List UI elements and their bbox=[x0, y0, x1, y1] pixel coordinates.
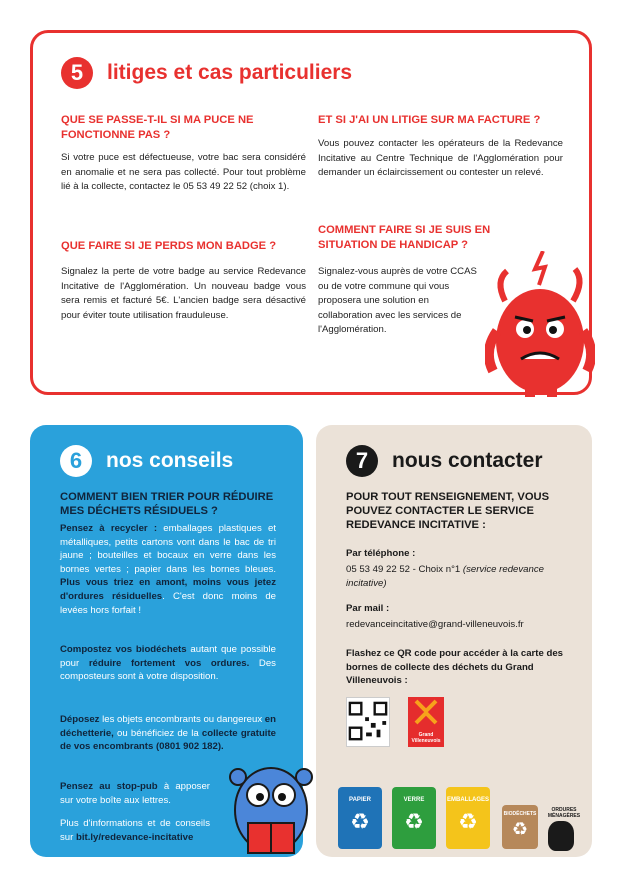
section-6-header bbox=[60, 445, 233, 477]
bin-emballages: EMBALLAGES ♻ bbox=[446, 787, 490, 849]
section-title: nos conseils bbox=[106, 449, 234, 472]
recycle-icon: ♻ bbox=[458, 809, 478, 834]
recycle-icon: ♻ bbox=[350, 809, 370, 834]
mail-value[interactable]: redevanceincitative@grand-villeneuvois.fr bbox=[346, 619, 524, 630]
section-7-header bbox=[346, 445, 543, 477]
phone-value: 05 53 49 22 52 - Choix n°1 (service redevance incitative) bbox=[346, 564, 544, 589]
question-badge: QUE FAIRE SI JE PERDS MON BADGE ? bbox=[61, 240, 277, 252]
answer-handicap: Signalez-vous auprès de votre CCAS ou de votre commune qui vous proposera une solution en collaboration avec les services de l'Agglomération. bbox=[318, 266, 477, 335]
contact-intro: POUR TOUT RENSEIGNEMENT, VOUS POUVEZ CONTACTER LE SERVICE REDEVANCE INCITATIVE : bbox=[346, 491, 550, 531]
tip-recycler: Pensez à recycler : emballages plastiques et métalliques, petits cartons vont dans le bac de tri jaune ; bouteilles et bocaux en verre dans les bornes vertes ; papier dans les bornes bleues. Plus vous triez en amont, moins vous jetez d'ordures résiduelles. C'est donc moins de levées hors forfait ! bbox=[60, 523, 277, 616]
bin-papier: PAPIER ♻ bbox=[338, 787, 382, 849]
logo-text: Grand bbox=[418, 732, 434, 738]
question-trier: COMMENT BIEN TRIER POUR RÉDUIRE MES DÉCHETS RÉSIDUELS ? bbox=[60, 491, 274, 517]
angry-monster-illustration bbox=[485, 251, 595, 401]
section-number: 5 bbox=[61, 57, 93, 89]
section-number: 7 bbox=[346, 445, 378, 477]
logo-mark-icon bbox=[408, 697, 444, 727]
question-facture: ET SI J'AI UN LITIGE SUR MA FACTURE ? bbox=[318, 114, 541, 126]
phone-label: Par téléphone : bbox=[346, 548, 416, 559]
tip-stop-pub: Pensez au stop-pub à apposer sur votre boîte aux lettres. bbox=[60, 781, 210, 806]
more-info: Plus d'informations et de conseils sur bit.ly/redevance-incitative bbox=[60, 818, 210, 843]
answer-puce: Si votre puce est défectueuse, votre bac sera considéré en anomalie et ne sera pas collecté. Pour tout problème lié à la collecte, contactez le 05 53 49 22 52 (choix 1). bbox=[61, 152, 306, 192]
reading-monster-illustration bbox=[228, 755, 314, 865]
question-handicap: COMMENT FAIRE SI JE SUIS EN SITUATION DE HANDICAP ? bbox=[318, 224, 491, 251]
recycle-icon: ♻ bbox=[404, 809, 424, 834]
mail-label: Par mail : bbox=[346, 603, 390, 614]
trash-bag-icon bbox=[548, 821, 574, 851]
bin-biodechets: BIODÉCHETS ♻ bbox=[502, 805, 538, 849]
grand-villeneuvois-logo bbox=[408, 697, 444, 747]
answer-facture: Vous pouvez contacter les opérateurs de la Redevance Incitative au Centre Technique de l'Agglomération pour demander un éclaircissement ou contester un relevé. bbox=[318, 138, 563, 178]
section-contact bbox=[316, 425, 592, 857]
info-link[interactable]: bit.ly/redevance-incitative bbox=[76, 831, 194, 843]
section-number: 6 bbox=[60, 445, 92, 477]
section-title: nous contacter bbox=[392, 449, 543, 472]
tip-deposer: Déposez les objets encombrants ou dangereux en déchetterie, ou bénéficiez de la collecte gratuite de vos encombrants (0801 902 182). bbox=[60, 714, 277, 753]
phone-number[interactable]: 05 53 49 22 52 - Choix n°1 bbox=[346, 564, 461, 575]
section-title: litiges et cas particuliers bbox=[107, 61, 353, 84]
logo-text: Villeneuvois bbox=[411, 738, 441, 744]
answer-badge: Signalez la perte de votre badge au service Redevance Incitative de l'Agglomération. Un nouveau badge vous sera remis et facturé 5€. L'ancien badge sera désactivé pour éviter toute utilisation frauduleuse. bbox=[61, 266, 306, 321]
qr-code[interactable] bbox=[346, 697, 390, 747]
section-conseils bbox=[30, 425, 303, 857]
bin-ordures-label: ORDURES MÉNAGÈRES bbox=[547, 807, 581, 819]
recycle-icon: ♻ bbox=[511, 819, 529, 839]
question-puce: QUE SE PASSE-T-IL SI MA PUCE NE FONCTIONNE PAS ? bbox=[61, 114, 254, 141]
qr-instructions: Flashez ce QR code pour accéder à la carte des bornes de collecte des déchets du Grand Villeneuvois : bbox=[346, 648, 564, 687]
tip-composter: Compostez vos biodéchets autant que possible pour réduire fortement vos ordures. Des composteurs sont à votre disposition. bbox=[60, 644, 276, 683]
section-litiges bbox=[30, 30, 592, 395]
section-5-header bbox=[61, 57, 352, 89]
bin-verre: VERRE ♻ bbox=[392, 787, 436, 849]
